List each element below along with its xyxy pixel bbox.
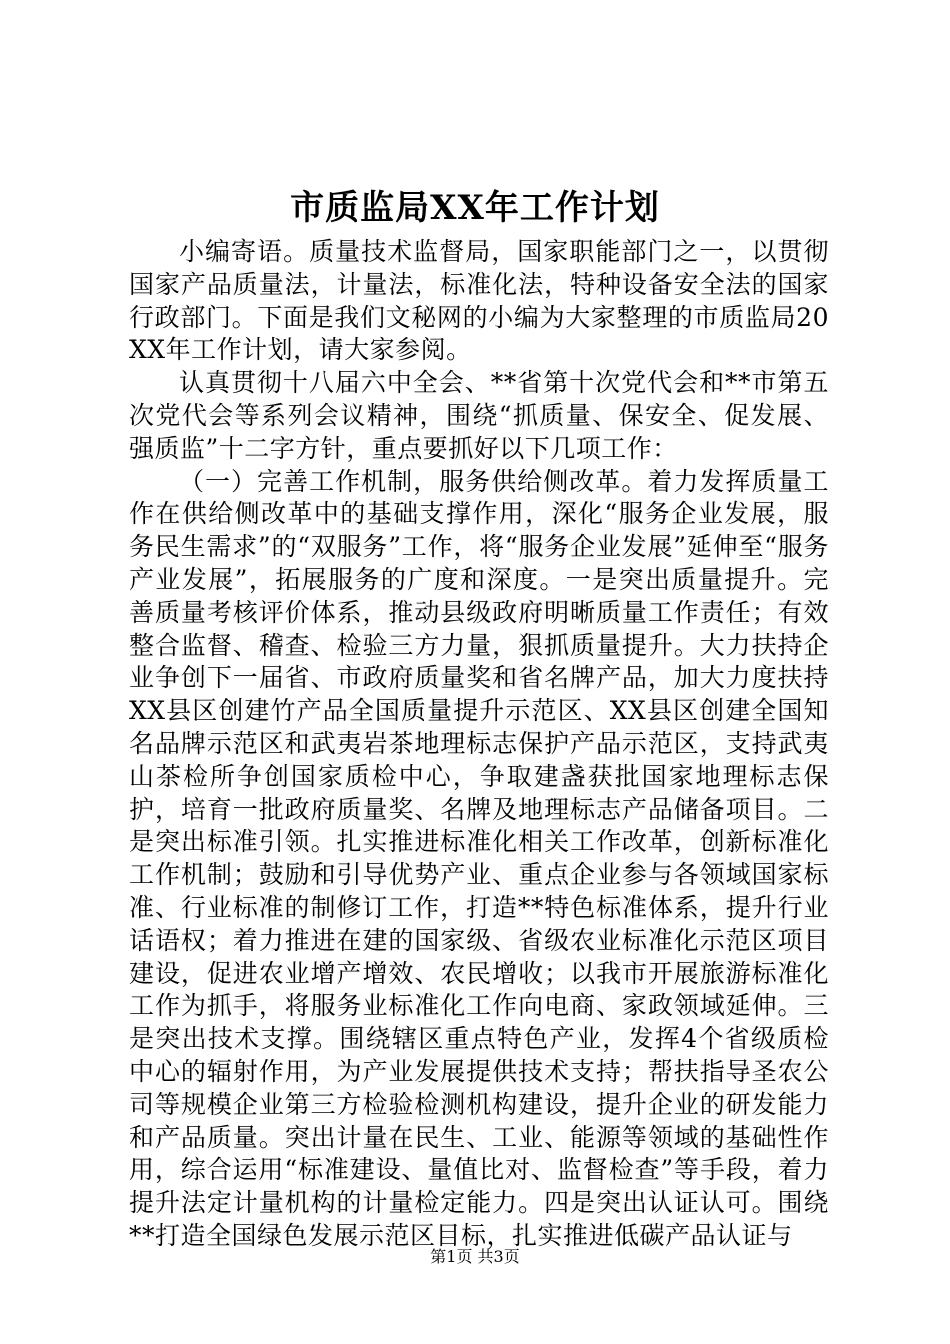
paragraph-section-1: （一）完善工作机制，服务供给侧改革。着力发挥质量工作在供给侧改革中的基础支撑作用，深化“服务企业发展，服务民生需求”的“双服务”工作，将“服务企业发展”延伸至“服务产业发展”，拓展服务的广度和深度。一是突出质量提升。完善质量考核评价体系，推动县级政府明晰质量工作责任；有效整合监督、稽查、检验三方力量，狠抓质量提升。大力扶持企业争创下一届省、市政府质量奖和省名牌产品，加大力度扶持XX县区创建竹产品全国质量提升示范区、XX县区创建全国知名品牌示范区和武夷岩茶地理标志保护产品示范区，支持武夷山茶检所争创国家质检中心，争取建盏获批国家地理标志保护，培育一批政府质量奖、名牌及地理标志产品储备项目。二是突出标准引领。扎实推进标准化相关工作改革，创新标准化工作机制；鼓励和引导优势产业、重点企业参与各领域国家标准、行业标准的制修订工作，打造**特色标准体系，提升行业话语权；着力推进在建的国家级、省级农业标准化示范区项目建设，促进农业增产增效、农民增收；以我市开展旅游标准化工作为抓手，将服务业标准化工作向电商、家政领域延伸。三是突出技术支撑。围绕辖区重点特色产业，发挥4个省级质检中心的辐射作用，为产业发展提供技术支持；帮扶指导圣农公司等规模企业第三方检验检测机构建设，提升企业的研发能力和产品质量。突出计量在民生、工业、能源等领域的基础性作用，综合运用“标准建设、量值比对、监督检查”等手段，着力提升法定计量机构的计量检定能力。四是突出认证认可。围绕**打造全国绿色发展示范区目标，扎实推进低碳产品认证与	[129, 466, 829, 1250]
paragraph-intro: 小编寄语。质量技术监督局，国家职能部门之一，以贯彻国家产品质量法，计量法，标准化法，特种设备安全法的国家行政部门。下面是我们文秘网的小编为大家整理的市质监局20XX年工作计划，请大家参阅。	[129, 237, 829, 365]
document-body	[129, 236, 829, 1253]
document-title: 市质监局XX年工作计划	[290, 188, 660, 228]
page-number-footer: 第1页 共3页	[430, 1247, 520, 1266]
paragraph-guidance: 认真贯彻十八届六中全会、**省第十次党代会和**市第五次党代会等系列会议精神，围绕“抓质量、保安全、促发展、强质监”十二字方针，重点要抓好以下几项工作：	[129, 368, 829, 463]
